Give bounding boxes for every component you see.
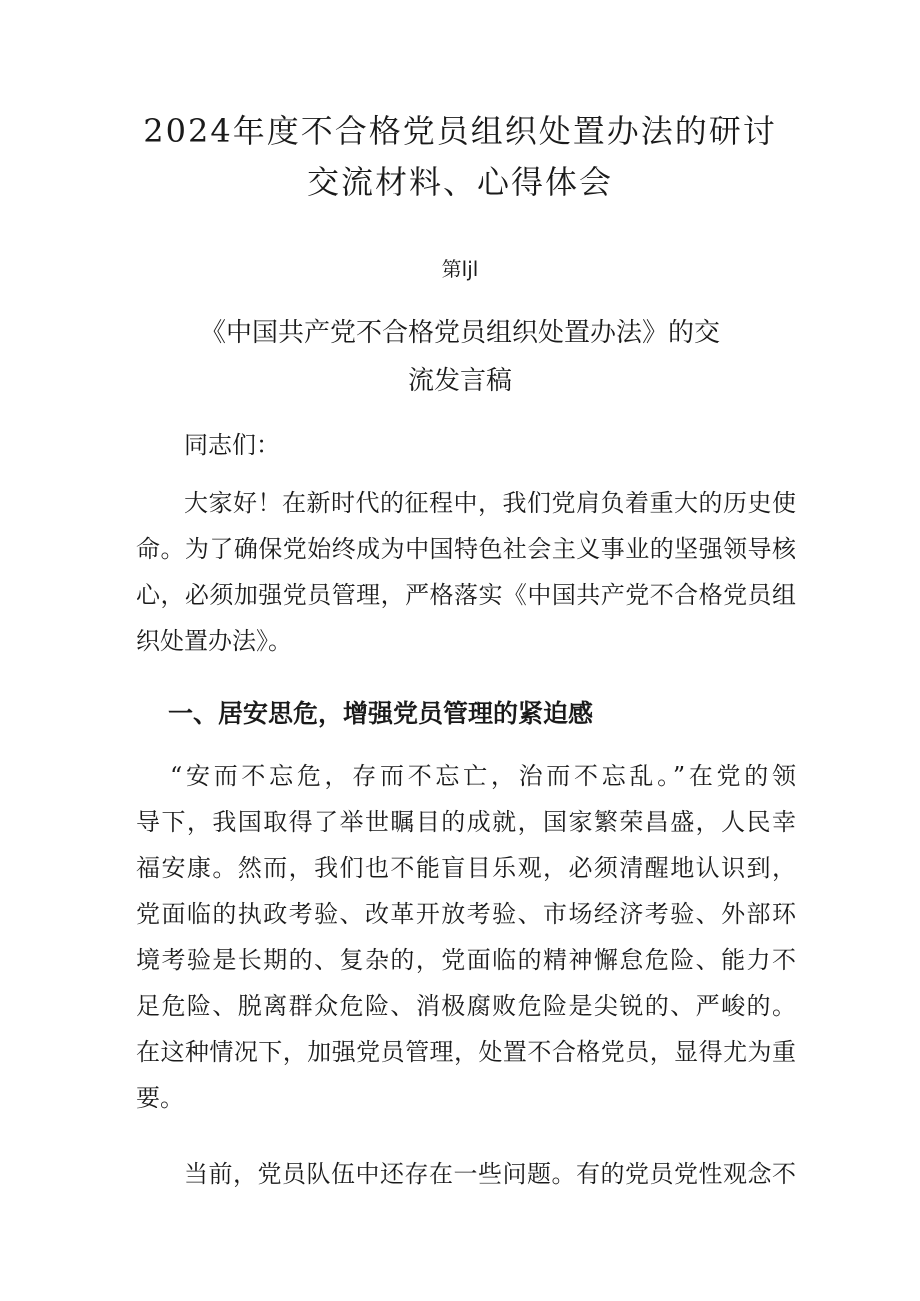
paragraph-line: 在这种情况下，加强党员管理，处置不合格党员，显得尤为重 <box>136 1038 796 1066</box>
paragraph-line: 当前，党员队伍中还存在一些问题。有的党员党性观念不 <box>184 1160 796 1188</box>
paragraph-line: 大家好！在新时代的征程中，我们党肩负着重大的历史使 <box>184 489 796 517</box>
part-label: 第lјl <box>441 257 479 281</box>
paragraph-line: 织处置办法》。 <box>136 627 292 655</box>
paragraph-line: 党面临的执政考验、改革开放考验、市场经济考验、外部环 <box>136 900 796 928</box>
speech-title-line-2: 流发言稿 <box>407 366 512 396</box>
paragraph-line: 境考验是长期的、复杂的，党面临的精神懈怠危险、能力不 <box>136 946 796 974</box>
paragraph-line: 足危险、脱离群众危险、消极腐败危险是尖锐的、严峻的。 <box>136 992 796 1020</box>
salutation: 同志们： <box>184 431 280 459</box>
document-title-line-2: 交流材料、心得体会 <box>306 163 613 201</box>
paragraph-line: 心，必须加强党员管理，严格落实《中国共产党不合格党员组 <box>136 581 796 609</box>
paragraph-line: 命。为了确保党始终成为中国特色社会主义事业的坚强领导核 <box>136 535 796 563</box>
paragraph-line: 福安康。然而，我们也不能盲目乐观，必须清醒地认识到， <box>136 854 796 882</box>
section-heading: 一、居安思危，增强党员管理的紧迫感 <box>168 699 594 728</box>
paragraph-line: “安而不忘危，存而不忘亡，治而不忘乱。”在党的领 <box>170 762 796 790</box>
paragraph-line: 要。 <box>136 1084 184 1112</box>
document-title-line-1: 2024年度不合格党员组织处置办法的研讨 <box>143 112 777 150</box>
paragraph-line: 导下，我国取得了举世瞩目的成就，国家繁荣昌盛，人民幸 <box>136 808 796 836</box>
speech-title-line-1: 《中国共产党不合格党员组织处置办法》的交 <box>199 318 720 348</box>
